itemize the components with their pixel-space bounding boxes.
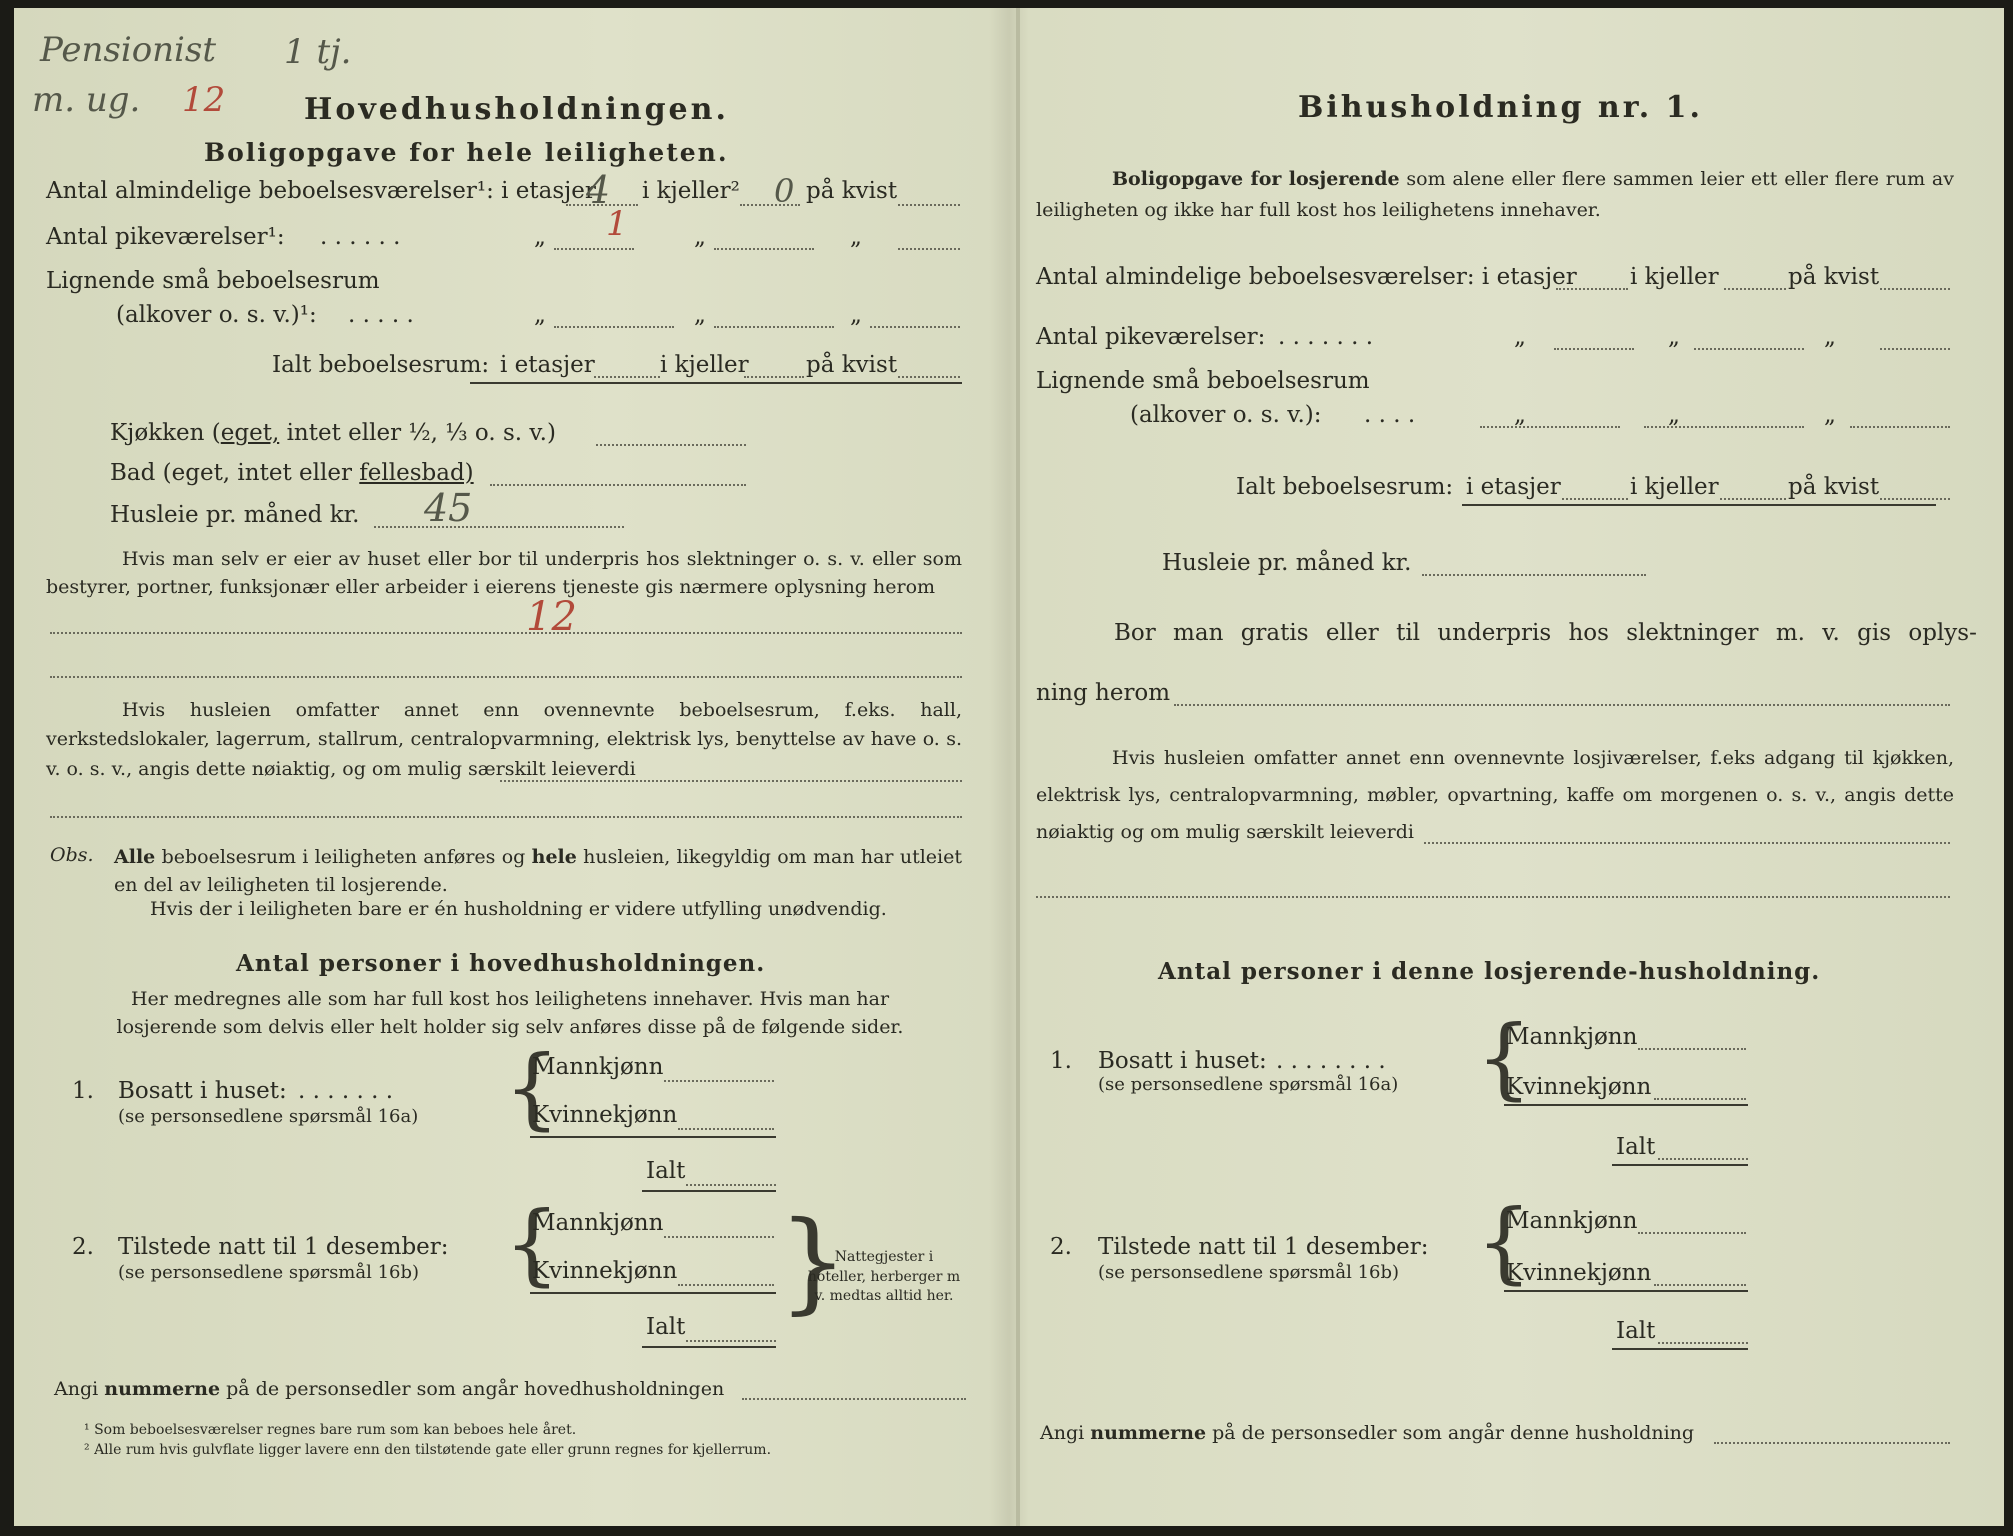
bad-pre: Bad (eget, intet eller bbox=[110, 460, 352, 486]
left-q2-brace: { bbox=[504, 1192, 560, 1295]
left-kvist-field[interactable] bbox=[898, 204, 960, 206]
right-pike-kjeller-field[interactable] bbox=[1694, 348, 1804, 350]
left-small-label: Lignende små beboelsesrum bbox=[46, 268, 380, 294]
right-ialt-kjeller: i kjeller bbox=[1630, 474, 1719, 500]
right-q1-brace: { bbox=[1476, 1006, 1532, 1109]
left-ialt-kjeller-field[interactable] bbox=[744, 376, 804, 378]
right-omfatter-text: Hvis husleien omfatter annet enn ovennevnte losjiværelser, f.eks adgang til kjøkken, elektrisk lys, centralopvarmning, møbler, opvartning, kaffe om morgenen o. s. v., angis dette nøiaktig og om mulig særskilt leieverdi bbox=[1036, 747, 1954, 844]
left-angi-pre: Angi bbox=[54, 1378, 99, 1400]
left-alkover-kvist-field[interactable] bbox=[870, 326, 960, 328]
left-kjokken-field[interactable] bbox=[596, 444, 746, 446]
left-q2-ialt: Ialt bbox=[646, 1314, 686, 1340]
right-q2-num: 2. bbox=[1050, 1234, 1072, 1260]
right-ialt-kvist: på kvist bbox=[1788, 474, 1880, 500]
right-intro bbox=[1036, 164, 1954, 227]
left-ialt-etasjer: i etasjer bbox=[500, 352, 595, 378]
nattegjester-note: Nattegjester i hoteller, herberger m v. medtas alltid her. bbox=[807, 1249, 961, 1305]
left-angi-field[interactable] bbox=[742, 1398, 966, 1400]
bad-felles: fellesbad) bbox=[359, 460, 474, 486]
right-ialt-kvist-field[interactable] bbox=[1880, 498, 1950, 500]
right-ialt-etasjer-field[interactable] bbox=[1562, 498, 1628, 500]
right-alkover-dots: . . . . bbox=[1364, 402, 1416, 428]
ditto-mark: „ bbox=[1668, 324, 1680, 350]
right-kvist-field[interactable] bbox=[1880, 288, 1950, 290]
left-alkover-kjeller-field[interactable] bbox=[714, 326, 834, 328]
left-persons-text: Her medregnes alle som har full kost hos leilighetens innehaver. Hvis man har losjerende som delvis eller helt holder sig selv anføres disse på de følgende sider. bbox=[116, 988, 904, 1038]
right-omfatter-field-1[interactable] bbox=[1424, 842, 1950, 844]
right-intro-bold: Boligopgave for losjerende bbox=[1112, 168, 1400, 190]
left-subtitle: Boligopgave for hele leiligheten. bbox=[204, 138, 729, 167]
left-ialt-kvist-field[interactable] bbox=[898, 376, 960, 378]
left-q1-brace: { bbox=[504, 1036, 560, 1139]
right-q2-brace: { bbox=[1476, 1190, 1532, 1293]
right-alkover-etasjer-field[interactable] bbox=[1480, 426, 1620, 428]
handwritten-mug: m. ug. bbox=[32, 80, 141, 120]
left-q1-kvinne-field[interactable] bbox=[678, 1128, 774, 1130]
left-q1-ialt-field[interactable] bbox=[686, 1184, 776, 1186]
right-kjeller-field[interactable] bbox=[1724, 288, 1786, 290]
right-q1-label: Bosatt i huset: bbox=[1098, 1048, 1267, 1074]
handwritten-1tj: 1 tj. bbox=[284, 32, 352, 72]
right-q1-ialt-rule bbox=[1612, 1164, 1748, 1166]
left-q2-sub: (se personsedlene spørsmål 16b) bbox=[118, 1262, 420, 1283]
kjokken-post: intet eller ½, ⅓ o. s. v.) bbox=[286, 420, 556, 446]
ditto-mark: „ bbox=[694, 224, 706, 250]
right-gratis-text1: Bor man gratis eller til underpris hos slektninger m. v. gis oplys- bbox=[1114, 620, 1977, 646]
right-persons-title: Antal personer i denne losjerende-husholdning. bbox=[1158, 958, 1821, 985]
right-q2-mann-field[interactable] bbox=[1638, 1232, 1746, 1234]
right-ialt-rule bbox=[1462, 504, 1936, 506]
kjokken-pre: Kjøkken ( bbox=[110, 420, 221, 446]
census-form-sheet bbox=[14, 8, 2004, 1526]
obs-hele: hele bbox=[531, 846, 577, 868]
right-angi-pre: Angi bbox=[1040, 1422, 1085, 1444]
right-kjeller-label: i kjeller bbox=[1630, 264, 1719, 290]
right-small-label: Lignende små beboelsesrum bbox=[1036, 368, 1370, 394]
right-q2-label: Tilstede natt til 1 desember: bbox=[1098, 1234, 1429, 1260]
obs-text2: husleien, likegyldig om man har utleiet en del av leiligheten til losjerende. bbox=[114, 846, 962, 896]
right-q2-sub: (se personsedlene spørsmål 16b) bbox=[1098, 1262, 1400, 1283]
right-q2-rule bbox=[1504, 1290, 1748, 1292]
ditto-mark: „ bbox=[534, 302, 546, 328]
left-q2-ialt-rule bbox=[642, 1346, 776, 1348]
ditto-mark: „ bbox=[1514, 402, 1526, 428]
right-intro-text: som alene eller flere sammen leier ett eller flere rum av leiligheten og ikke har full kost hos leilighetens innehaver. bbox=[1036, 168, 1954, 222]
left-eier-field-2[interactable] bbox=[50, 676, 962, 678]
handwritten-pensionist: Pensionist bbox=[40, 30, 217, 70]
left-husleie-field[interactable] bbox=[374, 526, 624, 528]
ditto-mark: „ bbox=[694, 302, 706, 328]
ditto-mark: „ bbox=[1824, 402, 1836, 428]
left-ialt-kvist: på kvist bbox=[806, 352, 898, 378]
right-q1-mann: Mannkjønn bbox=[1506, 1024, 1638, 1050]
right-q1-mann-field[interactable] bbox=[1638, 1048, 1746, 1050]
left-q1-kvinne: Kvinnekjønn bbox=[532, 1102, 678, 1128]
left-q2-kvinne: Kvinnekjønn bbox=[532, 1258, 678, 1284]
left-ialt-etasjer-field[interactable] bbox=[594, 376, 660, 378]
left-angi-line bbox=[54, 1378, 724, 1400]
right-omfatter-field-2[interactable] bbox=[1036, 896, 1950, 898]
left-q1-rule bbox=[530, 1136, 776, 1138]
left-title: Hovedhusholdningen. bbox=[304, 92, 729, 127]
right-angi-post: på de personsedler som angår denne husholdning bbox=[1212, 1422, 1695, 1444]
right-angi-field[interactable] bbox=[1714, 1442, 1950, 1444]
left-persons-title: Antal personer i hovedhusholdningen. bbox=[236, 950, 766, 977]
left-q2-kvinne-field[interactable] bbox=[678, 1284, 774, 1286]
right-etasjer-field[interactable] bbox=[1556, 288, 1628, 290]
ditto-mark: „ bbox=[850, 302, 862, 328]
handwritten-pike-value: 1 bbox=[606, 204, 628, 244]
left-ialt-kjeller: i kjeller bbox=[660, 352, 749, 378]
obs-text3: Hvis der i leiligheten bare er én husholdning er videre utfylling unødvendig. bbox=[150, 898, 887, 920]
left-pike-label: Antal pikeværelser¹: bbox=[46, 224, 285, 250]
right-q1-rule bbox=[1504, 1104, 1748, 1106]
right-ialt-label: Ialt beboelsesrum: bbox=[1236, 474, 1454, 500]
left-bad-field[interactable] bbox=[490, 484, 746, 486]
left-husleie-label: Husleie pr. måned kr. bbox=[110, 502, 360, 528]
handwritten-kjeller-value: 0 bbox=[774, 172, 795, 210]
ditto-mark: „ bbox=[1824, 324, 1836, 350]
left-q1-mann: Mannkjønn bbox=[532, 1054, 664, 1080]
right-ialt-etasjer: i etasjer bbox=[1466, 474, 1561, 500]
ditto-mark: „ bbox=[534, 224, 546, 250]
left-pike-etasjer-field[interactable] bbox=[554, 248, 634, 250]
right-q2-ialt-rule bbox=[1612, 1348, 1748, 1350]
left-q1-dots: . . . . . . . bbox=[298, 1078, 394, 1104]
left-angi-bold: nummerne bbox=[104, 1378, 221, 1400]
right-pike-etasjer-field[interactable] bbox=[1554, 348, 1634, 350]
right-ialt-kjeller-field[interactable] bbox=[1720, 498, 1786, 500]
right-pike-kvist-field[interactable] bbox=[1880, 348, 1950, 350]
obs-label: Obs. bbox=[50, 844, 94, 866]
handwritten-husleie-value: 45 bbox=[424, 486, 473, 530]
right-q1-ialt: Ialt bbox=[1616, 1134, 1656, 1160]
ditto-mark: „ bbox=[1668, 402, 1680, 428]
right-q2-kvinne-field[interactable] bbox=[1654, 1284, 1746, 1286]
left-q1-mann-field[interactable] bbox=[664, 1080, 774, 1082]
left-ialt-label: Ialt beboelsesrum: bbox=[272, 352, 490, 378]
left-q2-mann: Mannkjønn bbox=[532, 1210, 664, 1236]
right-q1-kvinne-field[interactable] bbox=[1654, 1098, 1746, 1100]
left-omfatter-text: Hvis husleien omfatter annet enn ovennevnte beboelsesrum, f.eks. hall, verkstedslokaler, lagerrum, stallrum, centralopvarmning, elektrisk lys, benyttelse av have o. s. v. o. s. v., angis dette nøiaktig, og om mulig særskilt leieverdi bbox=[46, 699, 962, 780]
right-gratis-field[interactable] bbox=[1174, 704, 1950, 706]
right-husleie-label: Husleie pr. måned kr. bbox=[1162, 550, 1412, 576]
left-pike-dots: . . . . . . bbox=[320, 224, 401, 250]
ditto-mark: „ bbox=[850, 224, 862, 250]
right-angi-line bbox=[1040, 1422, 1694, 1444]
left-q2-ialt-field[interactable] bbox=[686, 1340, 776, 1342]
right-q2-ialt-field[interactable] bbox=[1658, 1342, 1748, 1344]
footnote-1: ¹ Som beboelsesværelser regnes bare rum som kan beboes hele året. bbox=[84, 1422, 577, 1438]
left-bad-line bbox=[110, 460, 474, 486]
right-rooms-label: Antal almindelige beboelsesværelser: i etasjer bbox=[1036, 264, 1577, 290]
left-kvist-label: på kvist bbox=[806, 178, 898, 204]
left-q1-label: Bosatt i huset: bbox=[118, 1078, 287, 1104]
right-angi-bold: nummerne bbox=[1090, 1422, 1207, 1444]
right-alkover-label: (alkover o. s. v.): bbox=[1130, 402, 1322, 428]
ditto-mark: „ bbox=[1514, 324, 1526, 350]
obs-alle: Alle bbox=[114, 846, 156, 868]
left-alkover-etasjer-field[interactable] bbox=[554, 326, 674, 328]
left-q1-num: 1. bbox=[72, 1078, 94, 1104]
left-q2-rule bbox=[530, 1292, 776, 1294]
right-q1-kvinne: Kvinnekjønn bbox=[1506, 1074, 1652, 1100]
right-q2-kvinne: Kvinnekjønn bbox=[1506, 1260, 1652, 1286]
left-kjokken-line bbox=[110, 420, 556, 446]
right-pike-label: Antal pikeværelser: bbox=[1036, 324, 1266, 350]
obs-text1: beboelsesrum i leiligheten anføres og bbox=[161, 846, 526, 868]
right-kvist-label: på kvist bbox=[1788, 264, 1880, 290]
left-eier-text: Hvis man selv er eier av huset eller bor til underpris hos slektninger o. s. v. eller som bestyrer, portner, funksjonær eller arbeider i eierens tjeneste gis nærmere oplysning herom bbox=[46, 548, 962, 598]
left-q2-num: 2. bbox=[72, 1234, 94, 1260]
left-rooms-label: Antal almindelige beboelsesværelser¹: i etasjer bbox=[46, 178, 596, 204]
right-alkover-kjeller-field[interactable] bbox=[1644, 426, 1804, 428]
handwritten-note-12: 12 bbox=[526, 594, 577, 640]
right-q1-sub: (se personsedlene spørsmål 16a) bbox=[1098, 1074, 1399, 1095]
left-q1-ialt-rule bbox=[642, 1190, 776, 1192]
right-q1-ialt-field[interactable] bbox=[1658, 1158, 1748, 1160]
handwritten-etasjer-value: 4 bbox=[586, 168, 611, 212]
page-fold bbox=[1016, 8, 1020, 1526]
handwritten-12-top: 12 bbox=[182, 80, 226, 120]
obs-paragraph bbox=[114, 844, 962, 899]
left-omfatter-field-2[interactable] bbox=[50, 816, 962, 818]
left-q2-label: Tilstede natt til 1 desember: bbox=[118, 1234, 449, 1260]
right-gratis-text2: ning herom bbox=[1036, 680, 1171, 706]
left-pike-kjeller-field[interactable] bbox=[714, 248, 814, 250]
left-q1-ialt: Ialt bbox=[646, 1158, 686, 1184]
right-q1-dots: . . . . . . . . bbox=[1276, 1048, 1386, 1074]
left-q1-sub: (se personsedlene spørsmål 16a) bbox=[118, 1106, 419, 1127]
left-alkover-label: (alkover o. s. v.)¹: bbox=[116, 302, 317, 328]
left-omfatter-field-1[interactable] bbox=[500, 780, 962, 782]
left-angi-post: på de personsedler som angår hovedhusholdningen bbox=[226, 1378, 725, 1400]
left-alkover-dots: . . . . . bbox=[348, 302, 414, 328]
kjokken-eget: eget, bbox=[220, 420, 280, 446]
right-q2-ialt: Ialt bbox=[1616, 1318, 1656, 1344]
right-title: Bihusholdning nr. 1. bbox=[1298, 90, 1703, 125]
ialt-rule bbox=[470, 382, 962, 384]
left-q2-mann-field[interactable] bbox=[664, 1236, 774, 1238]
footnote-2: ² Alle rum hvis gulvflate ligger lavere enn den tilstøtende gate eller grunn regnes for kjellerrum. bbox=[84, 1442, 772, 1458]
right-alkover-kvist-field[interactable] bbox=[1850, 426, 1950, 428]
left-q2-close-brace: } bbox=[778, 1197, 848, 1325]
left-pike-kvist-field[interactable] bbox=[898, 248, 960, 250]
right-husleie-field[interactable] bbox=[1422, 574, 1646, 576]
left-kjeller-label: i kjeller² bbox=[642, 178, 740, 204]
left-eier-field-1[interactable] bbox=[50, 632, 962, 634]
right-pike-dots: . . . . . . . bbox=[1278, 324, 1374, 350]
right-q2-mann: Mannkjønn bbox=[1506, 1208, 1638, 1234]
right-q1-num: 1. bbox=[1050, 1048, 1072, 1074]
